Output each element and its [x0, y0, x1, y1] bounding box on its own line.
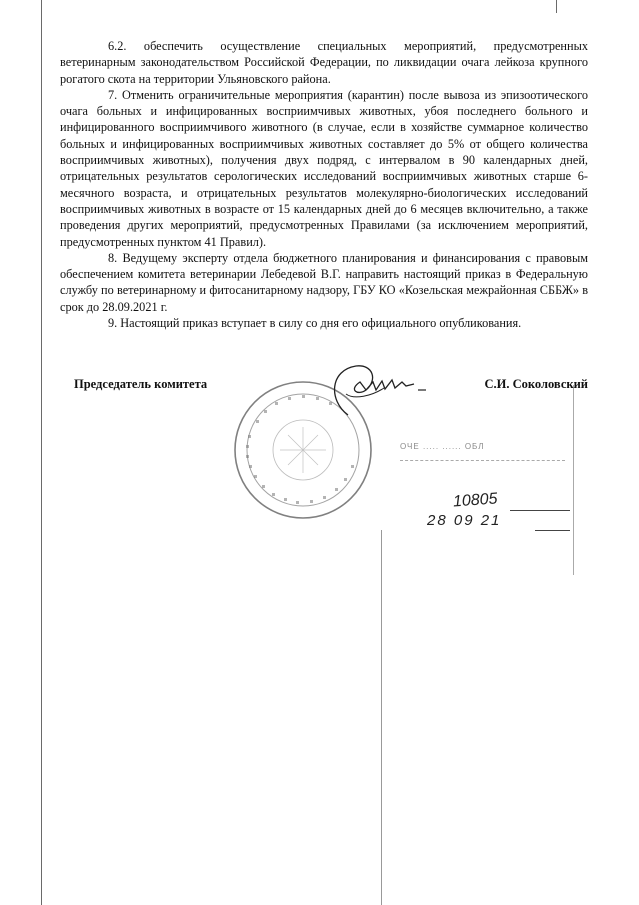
document-body — [60, 38, 588, 331]
signatory-position: Председатель комитета — [74, 377, 208, 391]
incoming-stamp-rule — [400, 460, 565, 461]
scan-center-fold-line — [381, 530, 382, 905]
scan-top-tick — [556, 0, 557, 13]
paragraph-8: 8. Ведущему эксперту отдела бюджетного планирования и финансирования с правовым обеспечением комитета ветеринарии Лебедевой В.Г. направить настоящий приказ в Федеральную службу по ветеринарному и фитосанитарному надзору, ГБУ КО «Козельская межрайонная СББЖ» в срок до 28.09.2021 г. — [60, 250, 588, 314]
incoming-date: 28 09 21 — [427, 512, 502, 529]
incoming-date-underline — [535, 530, 570, 531]
paragraph-9: 9. Настоящий приказ вступает в силу со дня его официального опубликования. — [108, 316, 522, 331]
incoming-stamp-faint-text: ОЧЕ ..... ...... ОБЛ — [400, 442, 485, 451]
incoming-registration-stamp — [385, 400, 585, 540]
signatory-name: С.И. Соколовский — [484, 377, 588, 391]
scan-left-edge-line — [41, 0, 42, 905]
incoming-number: 10805 — [452, 490, 499, 511]
paragraph-6-2: 6.2. обеспечить осуществление специальных мероприятий, предусмотренных ветеринарным законодательством Российской Федерации, по ликвидации очага лейкоза крупного рогатого скота на территории Ульяновского района. — [60, 39, 588, 86]
paragraph-7: 7. Отменить ограничительные мероприятия (карантин) после вывоза из эпизоотического очага больных и инфицированных восприимчивых животных, убоя последнего больного и инфицированного восприимчивого животного (в случае, если в хозяйстве суммарное количество больных и инфицированных восприимчивых животных составляет до 5% от общего количества восприимчивых животных), получения двух подряд, с интервалом в 90 календарных дней, отрицательных результатов серологических исследований восприимчивых животных старше 6-месячного возраста, и отрицательных результатов молекулярно-биологических исследований восприимчивых животных в возрасте от 15 календарных дней до 6 месяцев включительно, а также проведения других мероприятий, предусмотренных Правилами (за исключением мероприятий, предусмотренных пунктом 41 Правил). — [60, 87, 588, 249]
incoming-number-underline — [510, 510, 570, 511]
